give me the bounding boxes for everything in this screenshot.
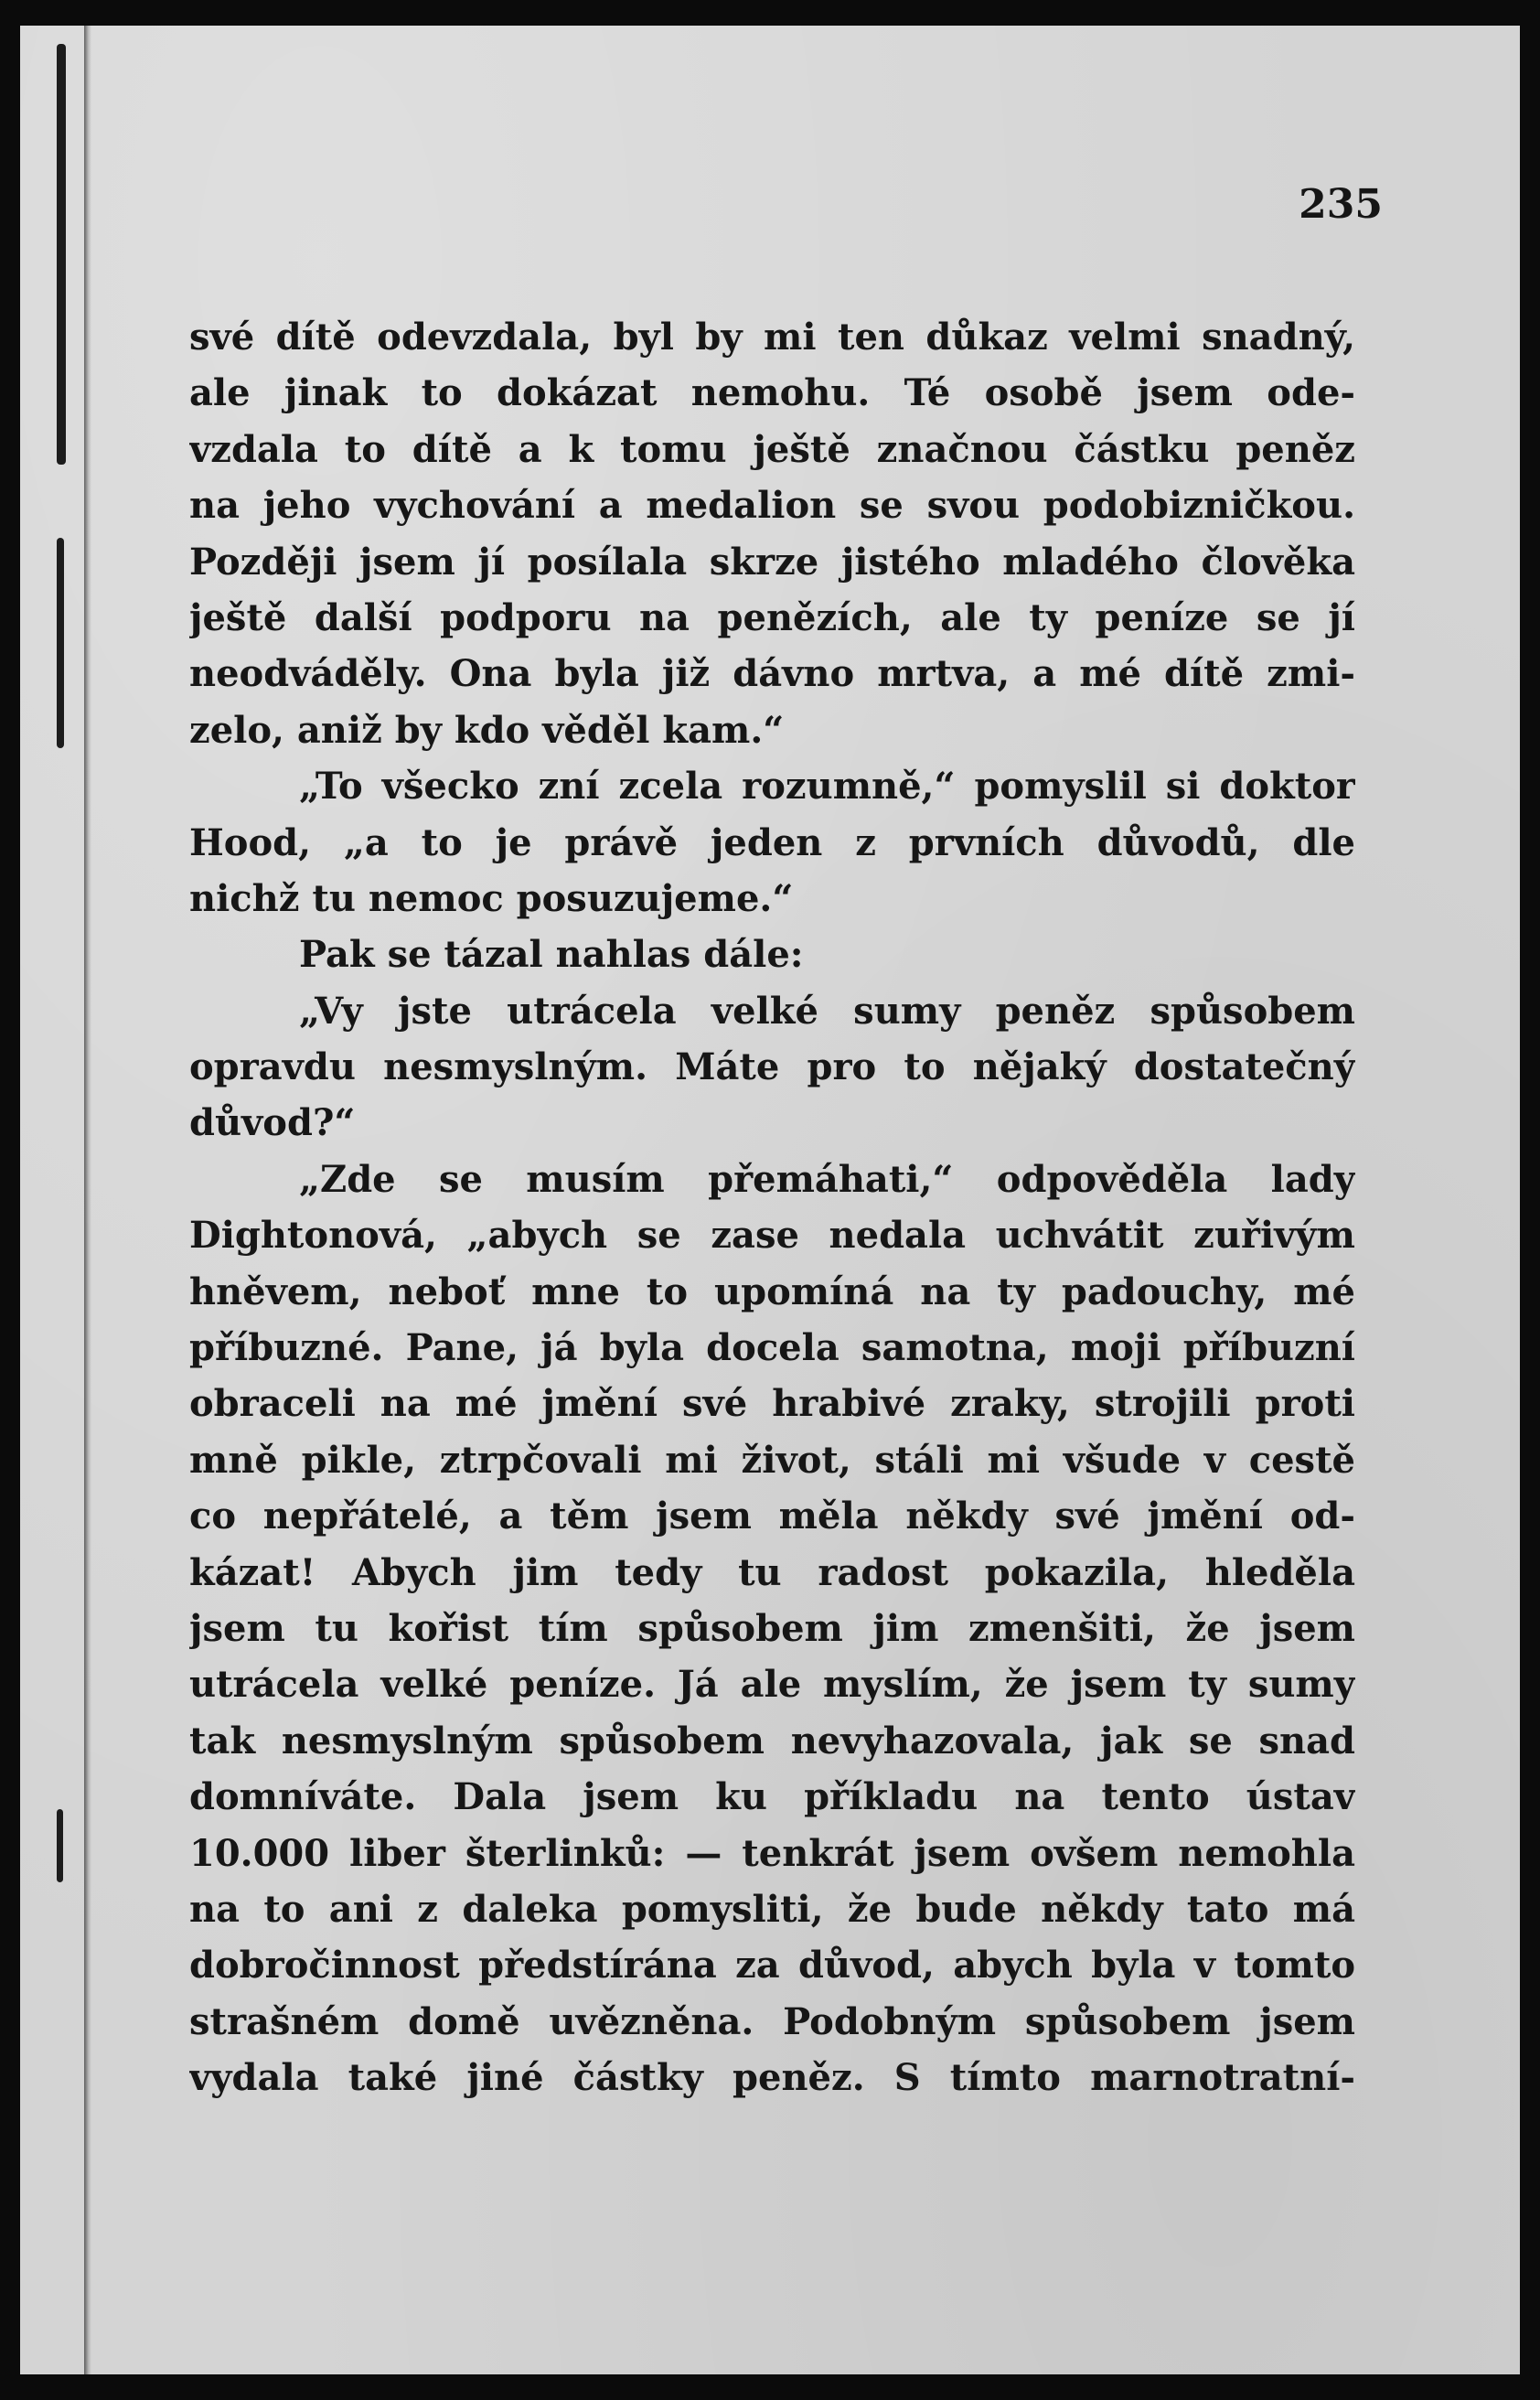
text-line: domníváte. Dala jsem ku příkladu na tento ústav bbox=[189, 1775, 1355, 1819]
text-line: vzdala to dítě a k tomu ještě značnou částku peněz bbox=[189, 427, 1355, 471]
text-line: co nepřátelé, a těm jsem měla někdy své jmění od- bbox=[189, 1495, 1355, 1538]
text-line: nichž tu nemoc posuzujeme.“ bbox=[189, 876, 794, 920]
text-line: mně pikle, ztrpčovali mi život, stáli mi všude v cestě bbox=[189, 1438, 1355, 1482]
text-line: na to ani z daleka pomysliti, že bude někdy tato má bbox=[189, 1887, 1355, 1931]
text-line: utrácela velké peníze. Já ale myslím, že jsem ty sumy bbox=[189, 1663, 1355, 1707]
body-text bbox=[189, 309, 1355, 2106]
binding-mark bbox=[57, 538, 64, 748]
text-line: opravdu nesmyslným. Máte pro to nějaký dostatečný bbox=[189, 1045, 1355, 1089]
text-line: jsem tu kořist tím spůsobem jim zmenšiti, že jsem bbox=[189, 1606, 1355, 1650]
text-line: Pak se tázal nahlas dále: bbox=[299, 933, 804, 977]
text-line: důvod?“ bbox=[189, 1101, 356, 1145]
text-line: Dightonová, „abych se zase nedala uchvátit zuřivým bbox=[189, 1214, 1355, 1258]
text-line: příbuzné. Pane, já byla docela samotna, moji příbuzní bbox=[189, 1326, 1355, 1370]
text-line: vydala také jiné částky peněz. S tímto marnotratní- bbox=[189, 2056, 1355, 2100]
binding-mark bbox=[57, 1809, 63, 1882]
text-line: „To všecko zní zcela rozumně,“ pomyslil si doktor bbox=[299, 765, 1355, 809]
binding-mark bbox=[57, 44, 66, 465]
text-line: 10.000 liber šterlinků: — tenkrát jsem ovšem nemohla bbox=[189, 1831, 1355, 1875]
text-line: ale jinak to dokázat nemohu. Té osobě jsem ode- bbox=[189, 371, 1355, 415]
text-line: Později jsem jí posílala skrze jistého mladého člověka bbox=[189, 540, 1355, 584]
page-spine-shadow bbox=[84, 26, 91, 2374]
text-line: „Zde se musím přemáhati,“ odpověděla lady bbox=[299, 1157, 1355, 1201]
text-line: zelo, aniž by kdo věděl kam.“ bbox=[189, 708, 785, 752]
text-line: „Vy jste utrácela velké sumy peněz spůsobem bbox=[299, 989, 1355, 1033]
text-line: dobročinnost předstírána za důvod, abych byla v tomto bbox=[189, 1944, 1355, 1988]
text-line: ještě další podporu na penězích, ale ty peníze se jí bbox=[189, 595, 1355, 639]
text-line: hněvem, neboť mne to upomíná na ty padouchy, mé bbox=[189, 1270, 1355, 1313]
text-line: obraceli na mé jmění své hrabivé zraky, strojili proti bbox=[189, 1382, 1355, 1426]
text-line: tak nesmyslným spůsobem nevyhazovala, jak se snad bbox=[189, 1719, 1355, 1762]
text-line: kázat! Abych jim tedy tu radost pokazila, hleděla bbox=[189, 1550, 1355, 1594]
page-number: 235 bbox=[1299, 181, 1383, 228]
text-line: na jeho vychování a medalion se svou podobizničkou. bbox=[189, 484, 1355, 528]
text-line: své dítě odevzdala, byl by mi ten důkaz velmi snadný, bbox=[189, 316, 1355, 359]
text-line: neodváděly. Ona byla již dávno mrtva, a mé dítě zmi- bbox=[189, 652, 1355, 696]
book-page bbox=[20, 26, 1520, 2374]
text-line: Hood, „a to je právě jeden z prvních důvodů, dle bbox=[189, 820, 1355, 864]
text-line: strašném domě uvězněna. Podobným spůsobem jsem bbox=[189, 1999, 1355, 2043]
